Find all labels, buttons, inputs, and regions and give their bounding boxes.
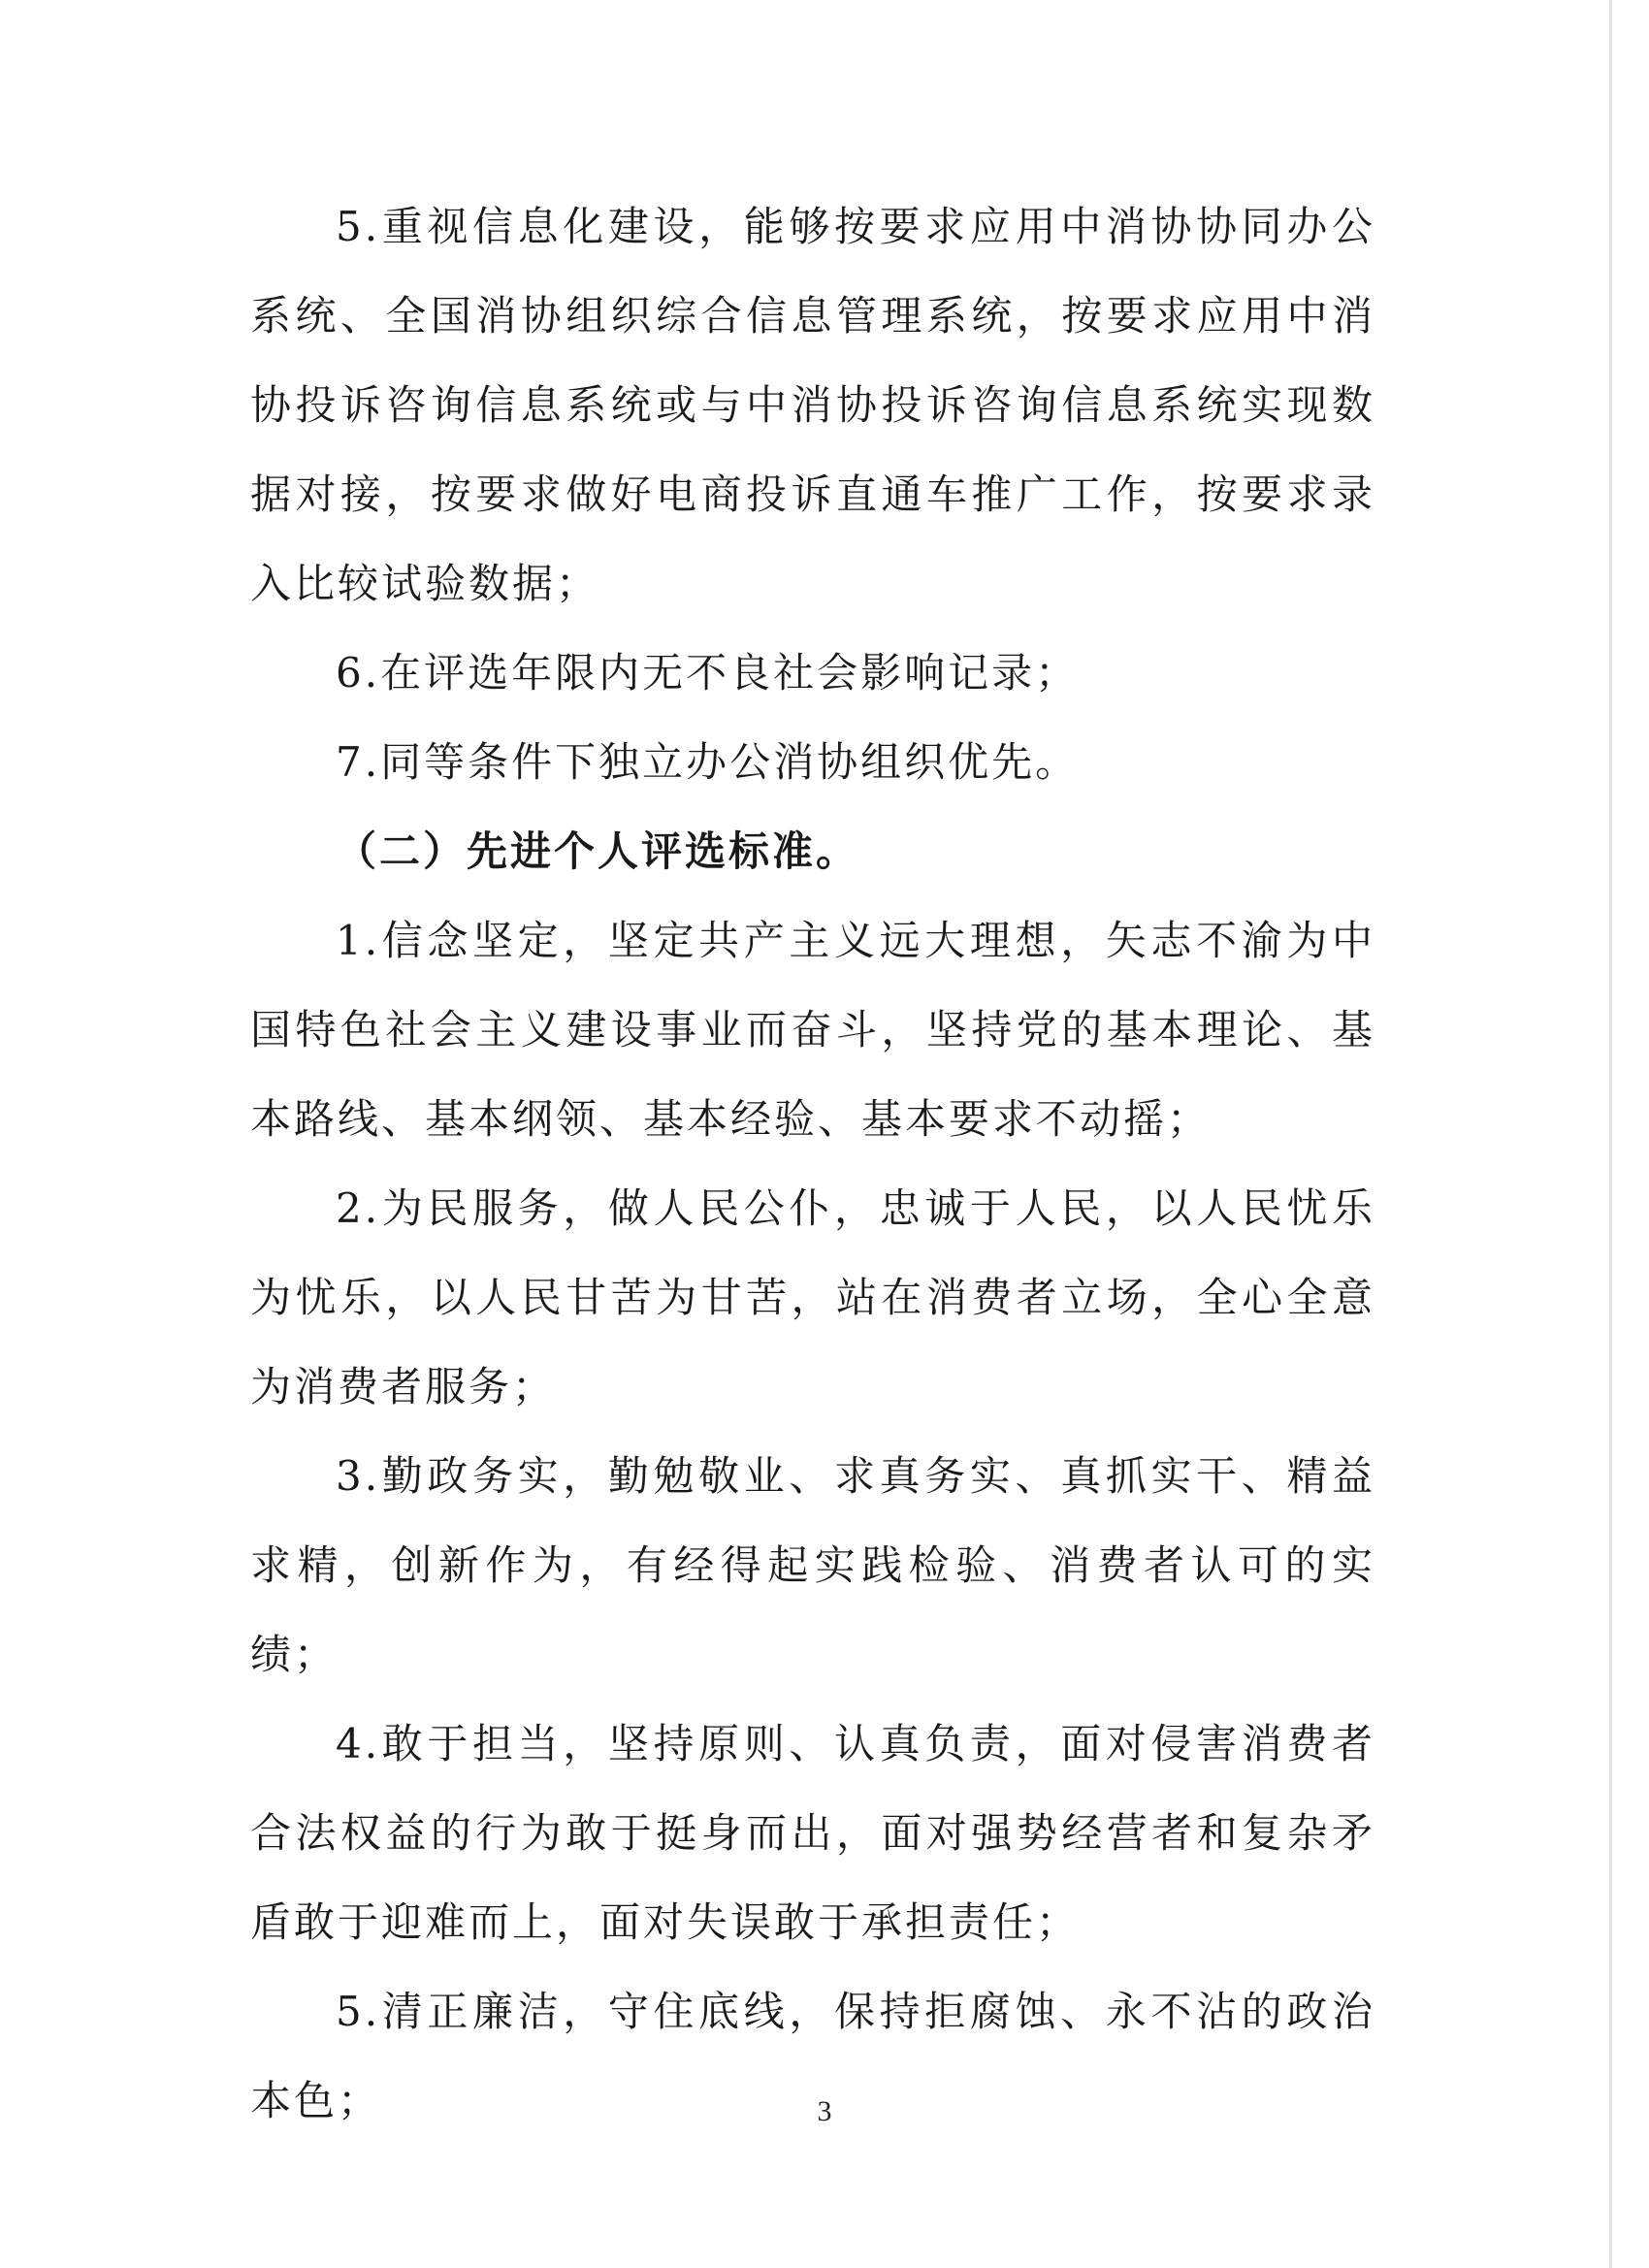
criterion-org-6: 6.在评选年限内无不良社会影响记录； bbox=[336, 649, 1080, 697]
section-heading-individual: （二）先进个人评选标准。 bbox=[336, 827, 860, 875]
criterion-org-7: 7.同等条件下独立办公消协组织优先。 bbox=[336, 738, 1080, 786]
criterion-individual-3: 3.勤政务实，勤勉敬业、求真务实、真抓实干、精益求精，创新作为，有经得起实践检验、消费者认可的实绩； bbox=[250, 1452, 1375, 1678]
criterion-individual-5: 5.清正廉洁，守住底线，保持拒腐蚀、永不沾的政治本色； bbox=[250, 1988, 1375, 2124]
criterion-org-5: 5.重视信息化建设，能够按要求应用中消协协同办公系统、全国消协组织综合信息管理系统，按要求应用中消协投诉咨询信息系统或与中消协投诉咨询信息系统实现数据对接，按要求做好电商投诉直通车推广工作，按要求录入比较试验数据； bbox=[250, 203, 1375, 607]
criterion-individual-2: 2.为民服务，做人民公仆，忠诚于人民，以人民忧乐为忧乐，以人民甘苦为甘苦，站在消费者立场，全心全意为消费者服务； bbox=[250, 1184, 1375, 1410]
page-number: 3 bbox=[817, 2095, 832, 2127]
page-edge-line bbox=[1609, 0, 1612, 2268]
criterion-individual-1: 1.信念坚定，坚定共产主义远大理想，矢志不渝为中国特色社会主义建设事业而奋斗，坚持党的基本理论、基本路线、基本纲领、基本经验、基本要求不动摇； bbox=[250, 917, 1375, 1143]
document-body bbox=[250, 182, 1375, 2146]
criterion-individual-4: 4.敢于担当，坚持原则、认真负责，面对侵害消费者合法权益的行为敢于挺身而出，面对强势经营者和复杂矛盾敢于迎难而上，面对失误敢于承担责任； bbox=[250, 1720, 1375, 1946]
